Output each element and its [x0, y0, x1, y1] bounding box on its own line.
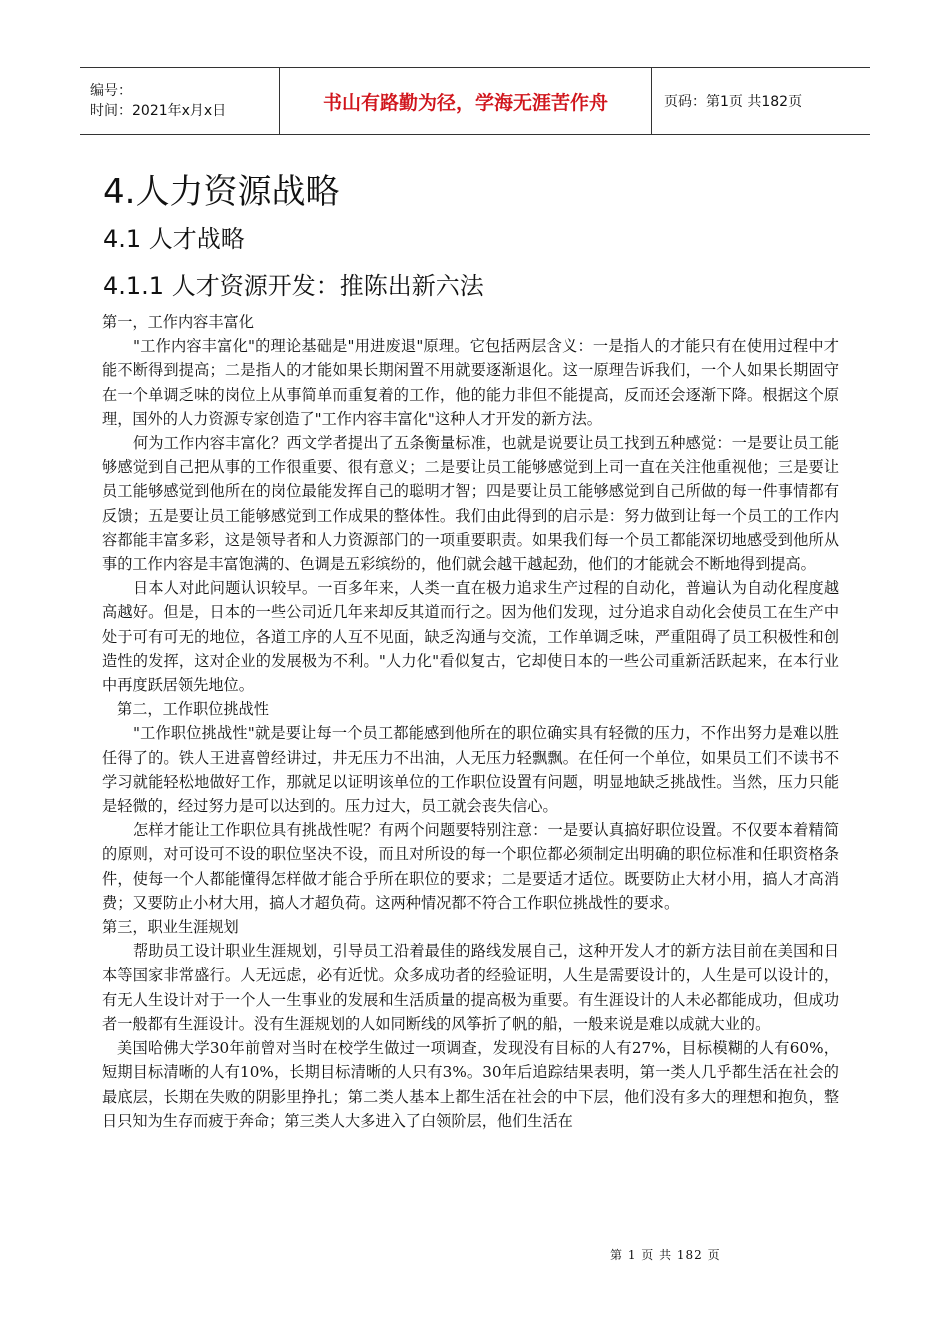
page-footer: 第 1 页 共 182 页 [610, 1248, 721, 1262]
header-page-info [652, 68, 870, 134]
paragraph: 日本人对此问题认识较早。一百多年来，人类一直在极力追求生产过程的自动化，普遍认为自动化程度越高越好。但是，日本的一些公司近几年来却反其道而行之。因为他们发现，过分追求自动化会使员工在生产中处于可有可无的地位，各道工序的人互不见面，缺乏沟通与交流，工作单调乏味，严重阻碍了员工积极性和创造性的发挥，这对企业的发展极为不利。"人力化"看似复古，它却使日本的一些公司重新活跃起来，在本行业中再度跃居领先地位。 [102, 579, 839, 695]
chapter-title: 4.人力资源战略 [103, 172, 340, 212]
header-motto [280, 68, 652, 134]
paragraph: "工作内容丰富化"的理论基础是"用进废退"原理。它包括两层含义：一是指人的才能只有在使用过程中才能不断得到提高；二是指人的才能如果长期闲置不用就要逐渐退化。这一原理告诉我们，一个人如果长期固守在一个单调乏味的岗位上从事简单而重复着的工作，他的能力非但不能提高，反而还会逐渐下降。根据这个原理，国外的人力资源专家创造了"工作内容丰富化"这种人才开发的新方法。 [102, 337, 839, 428]
paragraph: 何为工作内容丰富化？西文学者提出了五条衡量标准，也就是说要让员工找到五种感觉：一是要让员工能够感觉到自己把从事的工作很重要、很有意义；二是要让员工能够感觉到上司一直在关注他重视他；三是要让员工能够感觉到他所在的岗位最能发挥自己的聪明才智；四是要让员工能够感觉到自己所做的每一件事情都有反馈；五是要让员工能够感觉到工作成果的整体性。我们由此得到的启示是：努力做到让每一个员工的工作内容都能丰富多彩，这是领导者和人力资源部门的一项重要职责。如果我们每一个员工都能深切地感受到他所从事的工作内容是丰富饱满的、色调是五彩缤纷的，他们就会越干越起劲，他们的才能就会不断地得到提高。 [102, 434, 839, 574]
paragraph: 帮助员工设计职业生涯规划，引导员工沿着最佳的路线发展自己，这种开发人才的新方法目前在美国和日本等国家非常盛行。人无远虑，必有近忧。众多成功者的经验证明，人生是需要设计的，人生是可以设计的，有无人生设计对于一个人一生事业的发展和生活质量的提高极为重要。有生涯设计的人未必都能成功，但成功者一般都有生涯设计。没有生涯规划的人如同断线的风筝折了帆的船，一般来说是难以成就大业的。 [102, 942, 839, 1033]
document-time-label: 时间：2021年x月x日 [90, 103, 227, 119]
point-heading-3: 第三，职业生涯规划 [102, 918, 239, 937]
point-heading-1: 第一，工作内容丰富化 [102, 313, 254, 331]
document-number-label: 编号： [90, 83, 132, 99]
document-header [80, 67, 870, 135]
paragraph: 美国哈佛大学30年前曾对当时在校学生做过一项调查，发现没有目标的人有27%，目标模糊的人有60%，短期目标清晰的人有10%，长期目标清晰的人只有3%。30年后追踪结果表明，第一类人几乎都生活在社会的最底层，长期在失败的阴影里挣扎；第二类人基本上都生活在社会的中下层，他们没有多大的理想和抱负，整日只知为生存而疲于奔命；第三类人大多进入了白领阶层，他们生活在 [102, 1039, 839, 1130]
motto-text: 书山有路勤为径，学海无涯苦作舟 [322, 91, 608, 114]
section-title: 4.1 人才战略 [103, 225, 245, 253]
header-meta [80, 68, 280, 134]
paragraph: "工作职位挑战性"就是要让每一个员工都能感到他所在的职位确实具有轻微的压力，不作出努力是难以胜任得了的。铁人王进喜曾经讲过，井无压力不出油，人无压力轻飘飘。在任何一个单位，如果员工们不读书不学习就能轻松地做好工作，那就足以证明该单位的工作职位设置有问题，明显地缺乏挑战性。当然，压力只能是轻微的，经过努力是可以达到的。压力过大，员工就会丧失信心。 [102, 724, 839, 816]
document-body [102, 310, 839, 1133]
point-heading-2: 第二，工作职位挑战性 [117, 700, 269, 719]
page-info-text: 页码：第1页 共182页 [664, 94, 803, 110]
paragraph: 怎样才能让工作职位具有挑战性呢？有两个问题要特别注意：一是要认真搞好职位设置。不仅要本着精简的原则，对可设可不设的职位坚决不设，而且对所设的每一个职位都必须制定出明确的职位标准和任职资格条件，使每一个人都能懂得怎样做才能合乎所在职位的要求；二是要适才适位。既要防止大材小用，搞人才高消费；又要防止小材大用，搞人才超负荷。这两种情况都不符合工作职位挑战性的要求。 [102, 821, 839, 912]
subsection-title: 4.1.1 人才资源开发：推陈出新六法 [103, 272, 484, 300]
